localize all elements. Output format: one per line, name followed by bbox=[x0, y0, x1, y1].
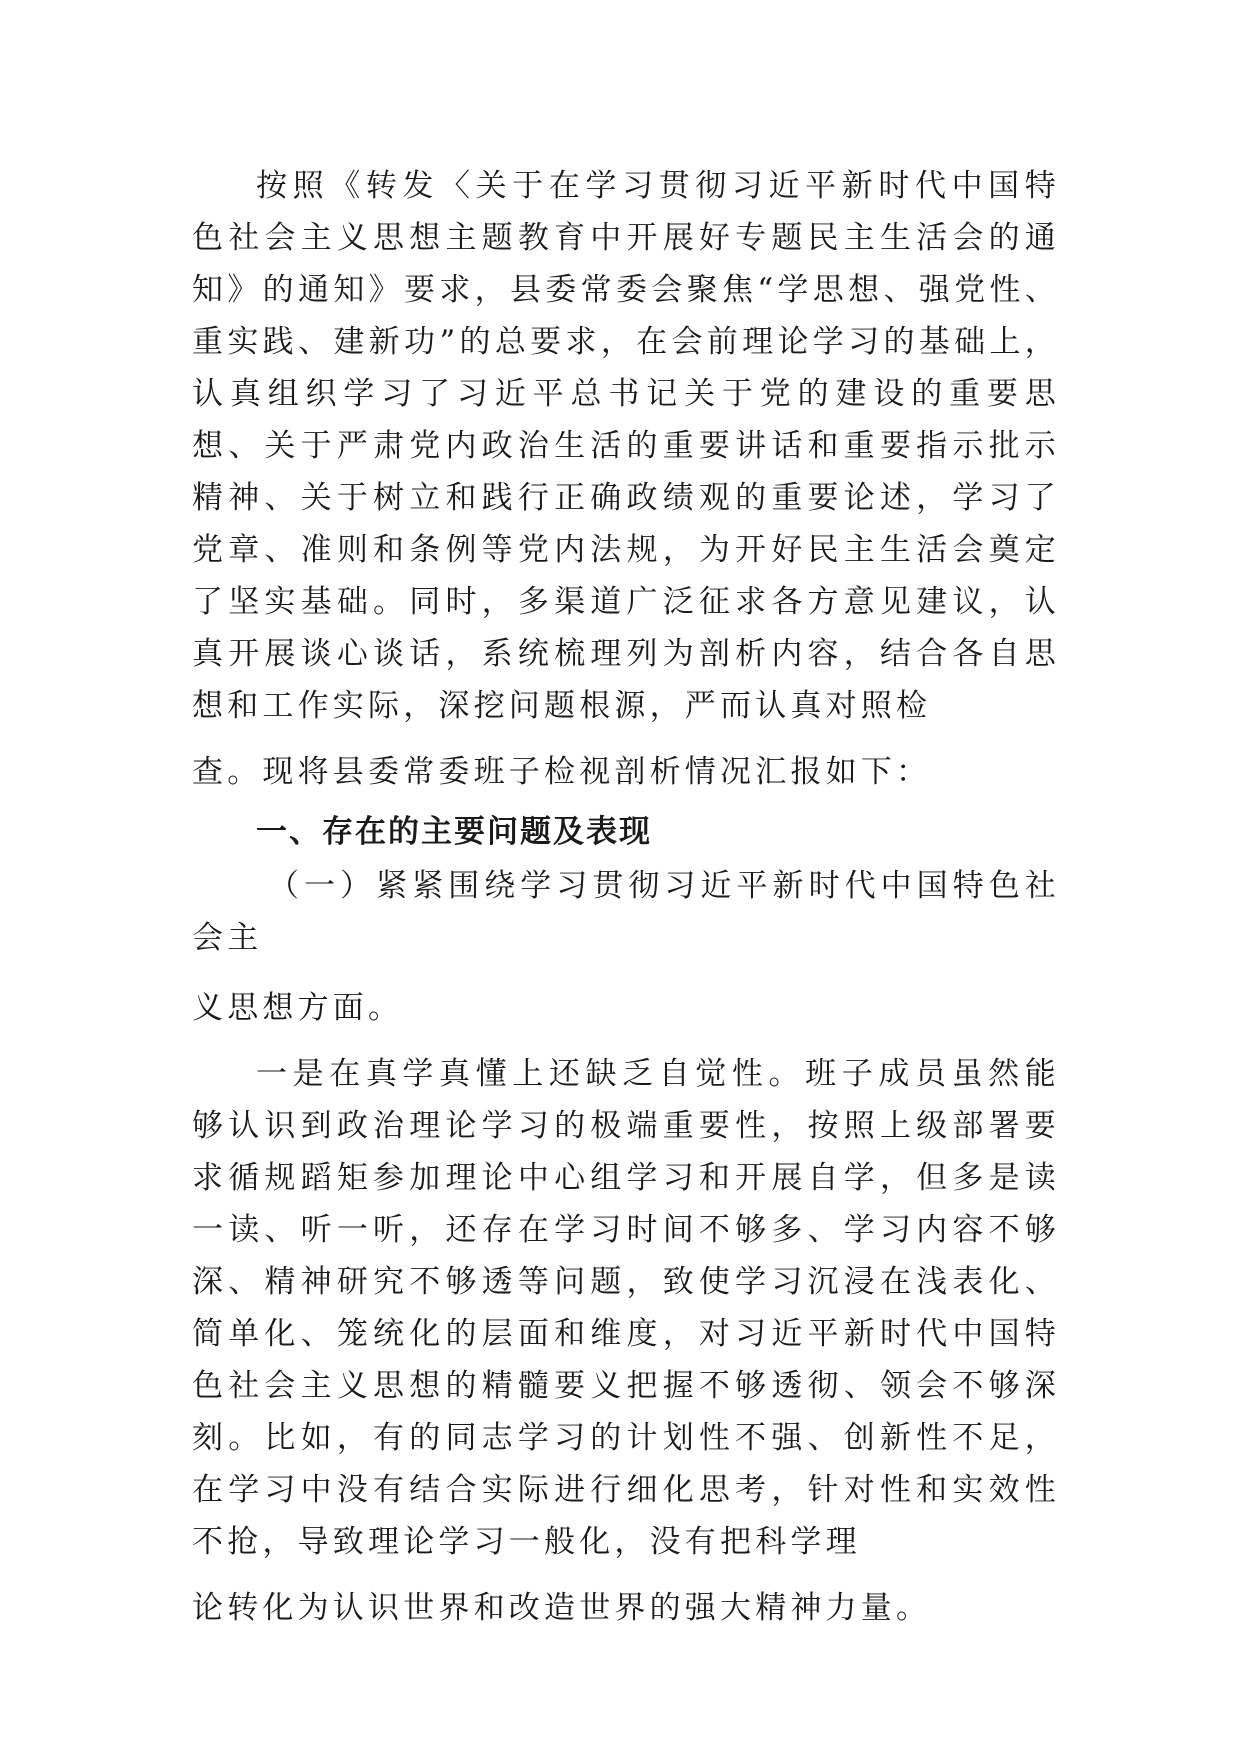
document-body bbox=[192, 160, 1060, 1634]
subsection-heading-continued: 义思想方面。 bbox=[192, 990, 404, 1026]
section-heading: 一、存在的主要问题及表现 bbox=[256, 814, 652, 850]
body-paragraph: 一是在真学真懂上还缺乏自觉性。班子成员虽然能够认识到政治理论学习的极端重要性，按照上级部署要求循规蹈矩参加理论中心组学习和开展自学，但多是读一读、听一听，还存在学习时间不够多、学习内容不够深、精神研究不够透等问题，致使学习沉浸在浅表化、简单化、笼统化的层面和维度，对习近平新时代中国特色社会主义思想的精髓要义把握不够透彻、领会不够深刻。比如，有的同志学习的计划性不强、创新性不足，在学习中没有结合实际进行细化思考，针对性和实效性不抢，导致理论学习一般化，没有把科学理 bbox=[192, 1056, 1060, 1560]
intro-paragraph-continued: 查。现将县委常委班子检视剖析情况汇报如下： bbox=[192, 754, 932, 790]
intro-paragraph: 按照《转发〈关于在学习贯彻习近平新时代中国特色社会主义思想主题教育中开展好专题民主生活会的通知》的通知》要求，县委常委会聚焦“学思想、强党性、重实践、建新功”的总要求，在会前理论学习的基础上，认真组织学习了习近平总书记关于党的建设的重要思想、关于严肃党内政治生活的重要讲话和重要指示批示精神、关于树立和践行正确政绩观的重要论述，学习了党章、准则和条例等党内法规，为开好民主生活会奠定了坚实基础。同时，多渠道广泛征求各方意见建议，认真开展谈心谈话，系统梳理列为剖析内容，结合各自思想和工作实际，深挖问题根源，严而认真对照检 bbox=[192, 168, 1060, 724]
subsection-heading: （一）紧紧围绕学习贯彻习近平新时代中国特色社会主 bbox=[192, 868, 1060, 956]
line-gap bbox=[192, 1568, 1060, 1582]
body-paragraph-continued: 论转化为认识世界和改造世界的强大精神力量。 bbox=[192, 1590, 932, 1626]
line-gap bbox=[192, 732, 1060, 746]
